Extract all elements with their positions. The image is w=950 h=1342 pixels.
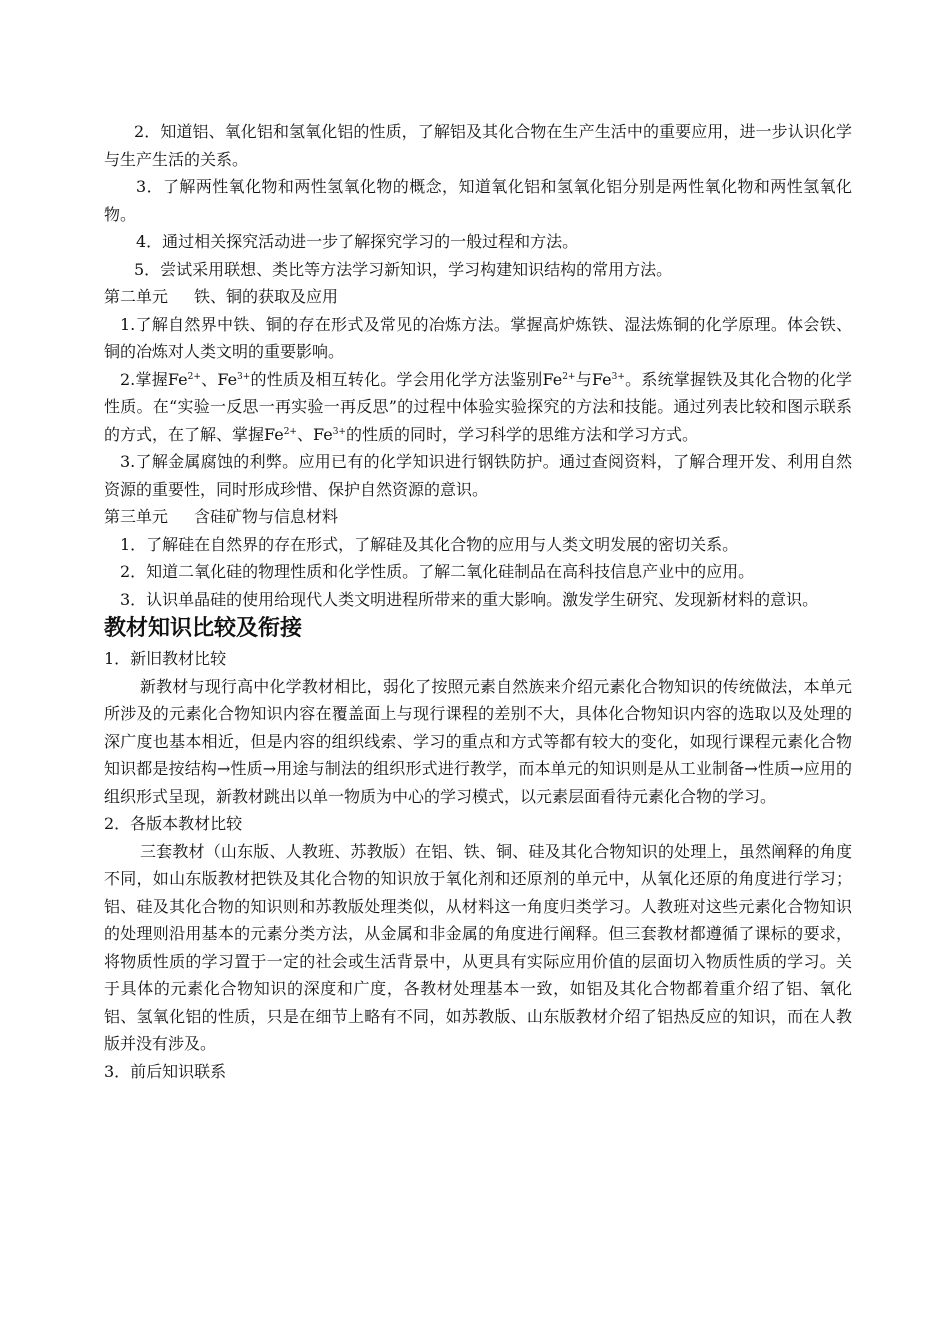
unit3-heading: [104, 503, 852, 531]
unit1-item-2: 2．知道铝、氧化铝和氢氧化铝的性质，了解铝及其化合物在生产生活中的重要应用，进一步认识化学与生产生活的关系。: [104, 122, 852, 169]
unit2-item-1: 1.了解自然界中铁、铜的存在形式及常见的冶炼方法。掌握高炉炼铁、湿法炼铜的化学原理。体会铁、铜的冶炼对人类文明的重要影响。: [104, 314, 852, 361]
paragraph-2: 三套教材（山东版、人教班、苏教版）在铝、铁、铜、硅及其化合物知识的处理上，虽然阐释的角度不同，如山东版教材把铁及其化合物的知识放于氧化剂和还原剂的单元中，从氧化还原的角度进行学习；铝、硅及其化合物的知识则和苏教版处理类似，从材料这一角度归类学习。人教班对这些元素化合物知识的处理则沿用基本的元素分类方法，从金属和非金属的角度进行阐释。但三套教材都遵循了课标的要求，将物质性质的学习置于一定的社会或生活背景中，从更具有实际应用价值的层面切入物质性质的学习。关于具体的元素化合物知识的深度和广度，各教材处理基本一致，如铝及其化合物都着重介绍了铝、氧化铝、氢氧化铝的性质，只是在细节上略有不同，如苏教版、山东版教材介绍了铝热反应的知识，而在人教版并没有涉及。: [104, 841, 852, 1053]
unit1-item-3: 3．了解两性氧化物和两性氢氧化物的概念，知道氧化铝和氢氧化铝分别是两性氧化物和两性氢氧化物。: [104, 177, 852, 224]
unit1-item-4: 4．通过相关探究活动进一步了解探究学习的一般过程和方法。: [136, 232, 579, 251]
unit2-heading: [104, 283, 852, 311]
section-heading: 教材知识比较及衔接: [104, 616, 303, 641]
unit1-item-5: 5．尝试采用联想、类比等方法学习新知识，学习构建知识结构的常用方法。: [134, 259, 673, 279]
unit2-item-3: 3.了解金属腐蚀的利弊。应用已有的化学知识进行钢铁防护。通过查阅资料，了解合理开发、利用自然资源的重要性，同时形成珍惜、保护自然资源的意识。: [104, 452, 852, 499]
paragraph-1: 新教材与现行高中化学教材相比，弱化了按照元素自然族来介绍元素化合物知识的传统做法，本单元所涉及的元素化合物知识内容在覆盖面上与现行课程的差别不大，具体化合物知识内容的选取以及处理的深广度也基本相近，但是内容的组织线索、学习的重点和方式等都有较大的变化，如现行课程元素化合物知识都是按结构→性质→用途与制法的组织形式进行教学，而本单元的知识则是从工业制备→性质→应用的组织形式呈现，新教材跳出以单一物质为中心的学习模式，以元素层面看待元素化合物的学习。: [104, 676, 852, 806]
unit3-label: 第三单元: [104, 507, 169, 526]
unit3-item-3: 3．认识单晶硅的使用给现代人类文明进程所带来的重大影响。激发学生研究、发现新材料的意识。: [120, 589, 819, 609]
unit2-title: 铁、铜的获取及应用: [194, 287, 339, 306]
document-body: [104, 118, 852, 1085]
subheading-2: 2．各版本教材比较: [104, 814, 243, 833]
unit3-item-2: 2．知道二氧化硅的物理性质和化学性质。了解二氧化硅制品在高科技信息产业中的应用。: [120, 562, 755, 581]
unit3-item-1: 1．了解硅在自然界的存在形式，了解硅及其化合物的应用与人类文明发展的密切关系。: [120, 534, 739, 554]
subheading-3: 3．前后知识联系: [104, 1061, 227, 1081]
subheading-1: 1．新旧教材比较: [104, 649, 227, 668]
unit2-label: 第二单元: [104, 287, 169, 306]
unit3-title: 含硅矿物与信息材料: [194, 507, 339, 526]
unit2-item-2: 2.掌握$Fe^{2+}$、$Fe^{3+}$的性质及相互转化。学会用化学方法鉴别$Fe^{2+}$与$Fe^{3+}$。系统掌握铁及其化合物的化学性质。在“实验一反思一再实验一再反思”的过程中体验实验探究的方法和技能。通过列表比较和图示联系的方式，在了解、掌握$Fe^{2+}$、$Fe^{3+}$的性质的同时，学习科学的思维方法和学习方式。: [104, 369, 852, 444]
